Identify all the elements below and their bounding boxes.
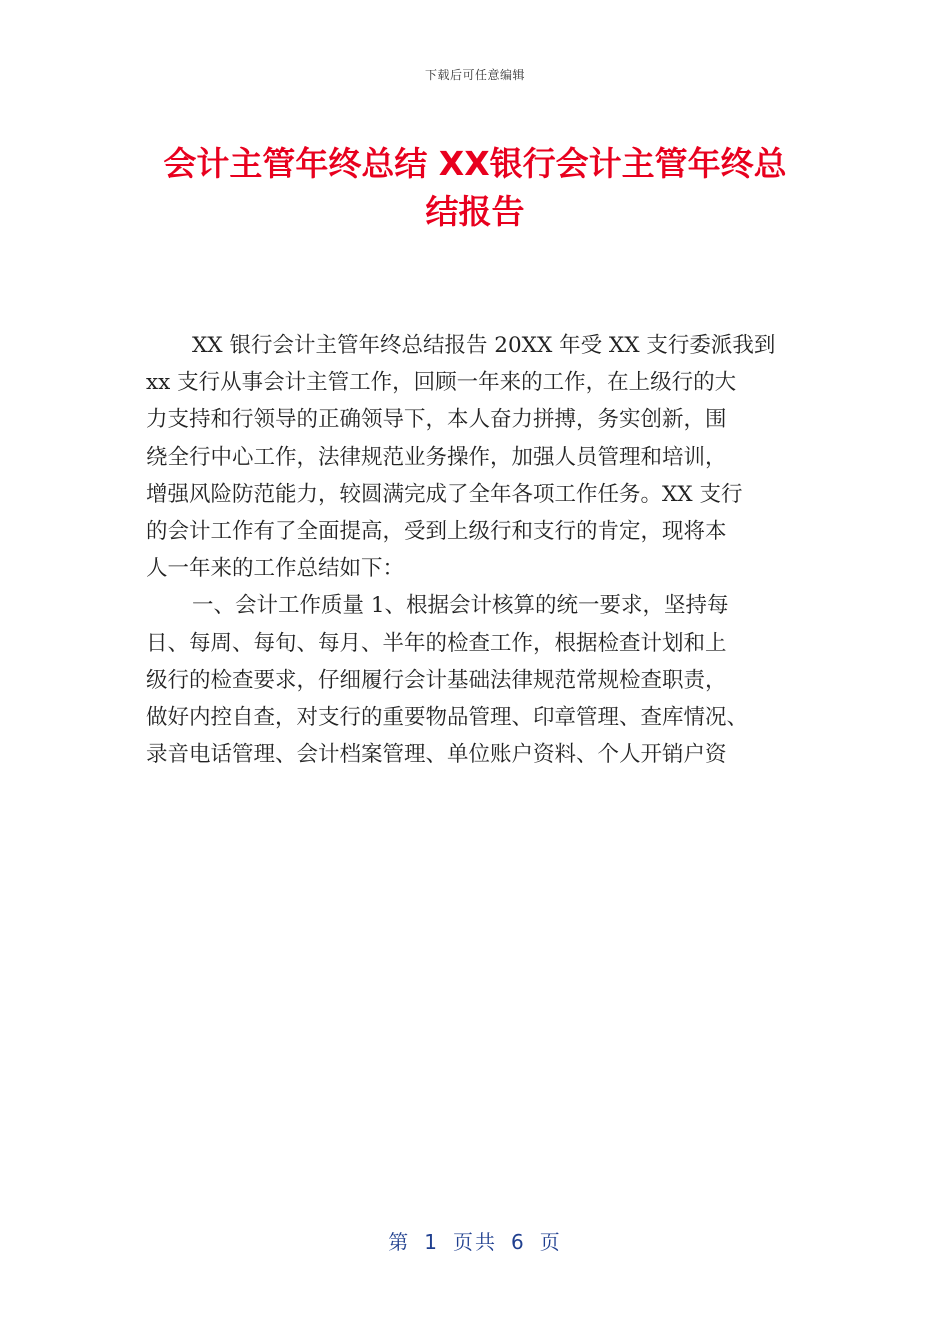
body-line: xx 支行从事会计主管工作，回顾一年来的工作，在上级行的大 xyxy=(146,370,737,396)
body-line: 级行的检查要求，仔细履行会计基础法律规范常规检查职责， xyxy=(146,667,727,693)
footer-mid: 页共 xyxy=(453,1230,497,1254)
body-line: 增强风险防范能力，较圆满完成了全年各项工作任务。XX 支行 xyxy=(146,481,743,507)
document-title xyxy=(140,140,810,236)
body-line: 一、会计工作质量 1、根据会计核算的统一要求，坚持每 xyxy=(192,593,729,619)
body-line: 绕全行中心工作，法律规范业务操作，加强人员管理和培训， xyxy=(146,444,727,470)
body-line: 力支持和行领导的正确领导下，本人奋力拼搏，务实创新，围 xyxy=(146,407,727,433)
body-line: 做好内控自查，对支行的重要物品管理、印章管理、查库情况、 xyxy=(146,704,749,730)
title-line-2: 结报告 xyxy=(425,192,525,231)
body-line: 录音电话管理、会计档案管理、单位账户资料、个人开销户资 xyxy=(146,742,727,768)
total-pages-number: 6 xyxy=(511,1230,526,1254)
body-line: 人一年来的工作总结如下： xyxy=(146,556,405,582)
footer-suffix: 页 xyxy=(539,1230,562,1254)
document-body xyxy=(146,327,810,773)
body-line: 日、每周、每旬、每月、半年的检查工作，根据检查计划和上 xyxy=(146,630,727,656)
body-line: XX 银行会计主管年终总结报告 20XX 年受 XX 支行委派我到 xyxy=(192,333,776,358)
header-note: 下载后可任意编辑 xyxy=(424,68,525,82)
page-footer xyxy=(0,1226,950,1255)
body-line: 的会计工作有了全面提高，受到上级行和支行的肯定，现将本 xyxy=(146,518,727,544)
current-page-number: 1 xyxy=(424,1230,439,1254)
footer-prefix: 第 xyxy=(388,1230,411,1254)
title-line-1: 会计主管年终总结 XX银行会计主管年终总 xyxy=(163,144,787,183)
